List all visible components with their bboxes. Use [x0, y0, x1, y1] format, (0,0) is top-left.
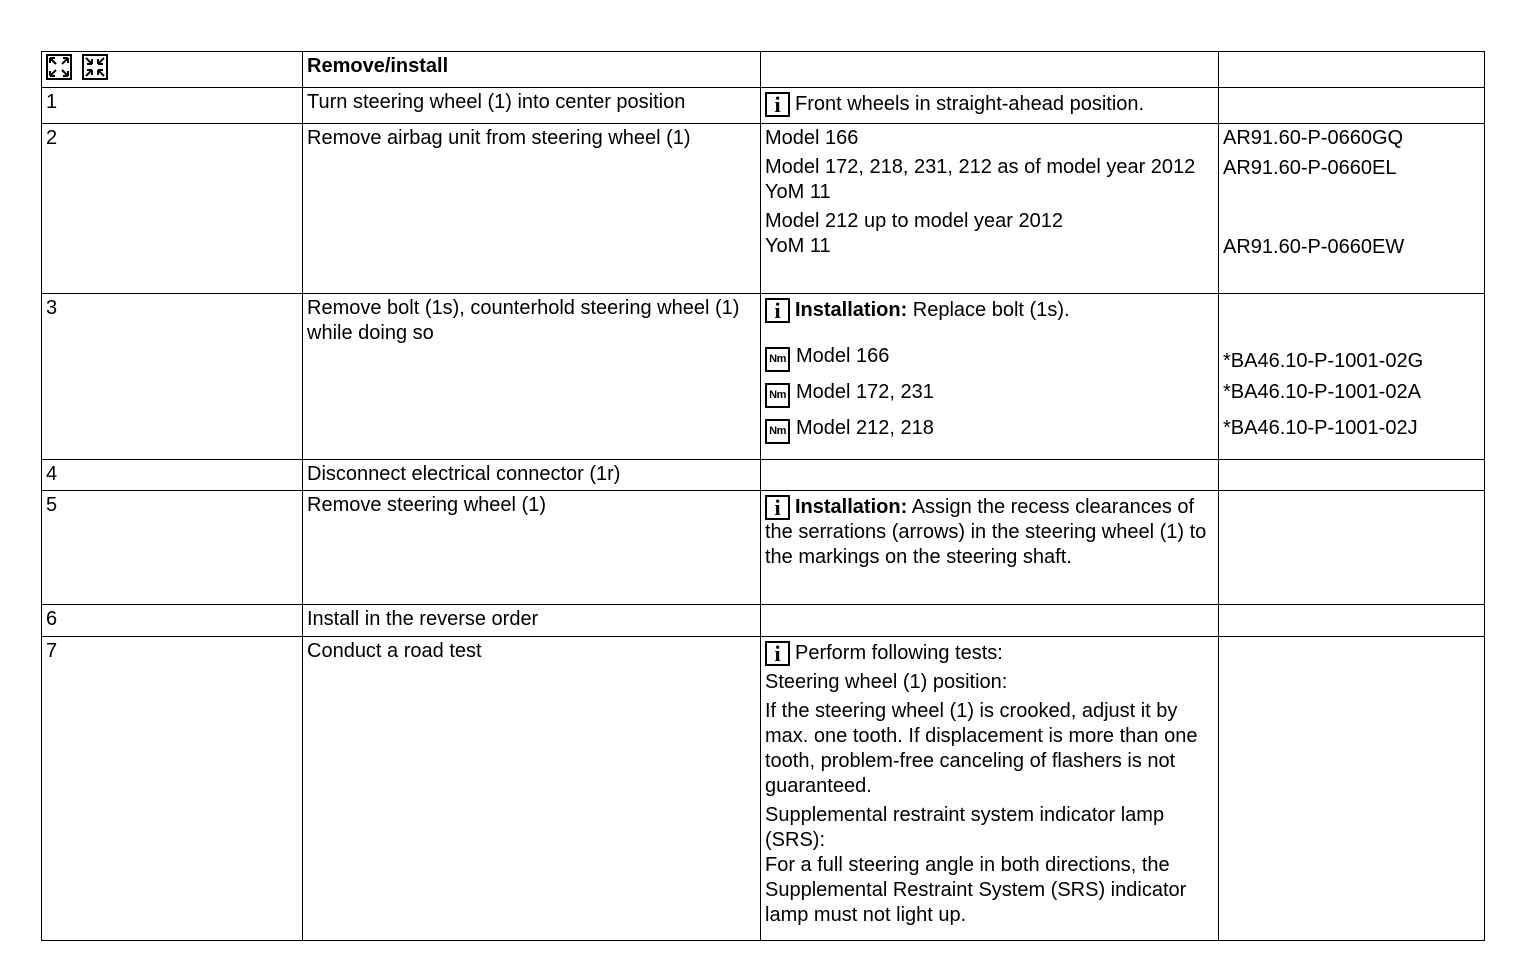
torque-model: Model 166: [796, 345, 890, 367]
torque-reference-link[interactable]: *BA46.10-P-1001-02A: [1223, 381, 1421, 403]
info-icon: i: [765, 92, 790, 117]
torque-reference-link[interactable]: *BA46.10-P-1001-02G: [1223, 350, 1424, 372]
torque-icon: Nm: [765, 419, 790, 444]
step-number: 7: [42, 637, 303, 941]
step-action: Disconnect electrical connector (1r): [303, 460, 761, 491]
header-icons-cell: [42, 52, 303, 88]
info-icon: i: [765, 641, 790, 666]
test-description: If the steering wheel (1) is crooked, adjust it by max. one tooth. If displacement is more than one tooth, problem-free canceling of flashers is not guaranteed.: [765, 700, 1198, 797]
step-models: [761, 124, 1219, 294]
table-row: [42, 294, 1485, 460]
torque-icon: Nm: [765, 347, 790, 372]
note-text: Assign the recess clearances of the serrations (arrows) in the steering wheel (1) to the markings on the steering shaft.: [765, 496, 1207, 568]
step-number: 5: [42, 491, 303, 605]
note-label: Installation:: [795, 496, 908, 518]
note-text: Front wheels in straight-ahead position.: [795, 93, 1145, 115]
torque-model: Model 212, 218: [796, 417, 934, 439]
collapse-icon[interactable]: [82, 54, 108, 80]
step-references: [1219, 294, 1485, 460]
note-text: Perform following tests:: [795, 642, 1003, 664]
step-references: [1219, 124, 1485, 294]
step-action: Remove bolt (1s), counterhold steering wheel (1) while doing so: [303, 294, 761, 460]
step-number: 1: [42, 88, 303, 124]
model-text: Model 212 up to model year 2012: [765, 210, 1063, 232]
document-reference-link[interactable]: AR91.60-P-0660GQ: [1223, 127, 1404, 149]
step-reference: [1219, 605, 1485, 637]
torque-reference-link[interactable]: *BA46.10-P-1001-02J: [1223, 417, 1418, 439]
test-heading: Steering wheel (1) position:: [765, 671, 1008, 693]
table-row: [42, 124, 1485, 294]
expand-icon[interactable]: [46, 54, 72, 80]
step-action: Install in the reverse order: [303, 605, 761, 637]
model-line: [765, 155, 1214, 205]
step-reference: [1219, 637, 1485, 941]
model-extra: YoM 11: [765, 235, 831, 257]
model-text: Model 172, 218, 231, 212 as of model year 2012: [765, 156, 1196, 178]
table-header-row: [42, 52, 1485, 88]
step-number: 3: [42, 294, 303, 460]
torque-line: [765, 344, 1214, 371]
header-empty-cell: [1219, 52, 1485, 88]
torque-line: [765, 380, 1214, 407]
table-row: [42, 605, 1485, 637]
model-extra: YoM 11: [765, 181, 831, 203]
step-note: [761, 294, 1219, 460]
model-line: Model 166: [765, 127, 859, 149]
test-heading: Supplemental restraint system indicator lamp (SRS):: [765, 804, 1165, 851]
header-title: Remove/install: [303, 52, 761, 88]
table-row: [42, 88, 1485, 124]
document-reference-link[interactable]: AR91.60-P-0660EL: [1223, 157, 1397, 179]
step-note: [761, 460, 1219, 491]
torque-icon: Nm: [765, 383, 790, 408]
document-reference-link[interactable]: AR91.60-P-0660EW: [1223, 236, 1405, 258]
step-note: [761, 491, 1219, 605]
step-tests: [761, 637, 1219, 941]
step-action: Remove steering wheel (1): [303, 491, 761, 605]
note-label: Installation:: [795, 299, 908, 321]
step-note: [761, 88, 1219, 124]
step-reference: [1219, 491, 1485, 605]
table-row: [42, 491, 1485, 605]
step-action: Conduct a road test: [303, 637, 761, 941]
torque-line: [765, 416, 1214, 443]
step-action: Remove airbag unit from steering wheel (1): [303, 124, 761, 294]
test-description: For a full steering angle in both directions, the Supplemental Restraint System (SRS) indicator lamp must not light up.: [765, 854, 1187, 926]
step-number: 4: [42, 460, 303, 491]
step-reference: [1219, 460, 1485, 491]
note-text: Replace bolt (1s).: [912, 299, 1070, 321]
step-number: 6: [42, 605, 303, 637]
info-icon: i: [765, 495, 790, 520]
installation-note: [765, 298, 1214, 323]
torque-model: Model 172, 231: [796, 381, 934, 403]
step-note: [761, 605, 1219, 637]
procedure-table: [41, 51, 1485, 941]
info-icon: i: [765, 298, 790, 323]
step-number: 2: [42, 124, 303, 294]
table-row: [42, 460, 1485, 491]
header-empty-cell: [761, 52, 1219, 88]
model-line: [765, 209, 1214, 259]
tests-intro: [765, 641, 1214, 666]
step-action: Turn steering wheel (1) into center position: [303, 88, 761, 124]
table-row: [42, 637, 1485, 941]
step-reference: [1219, 88, 1485, 124]
